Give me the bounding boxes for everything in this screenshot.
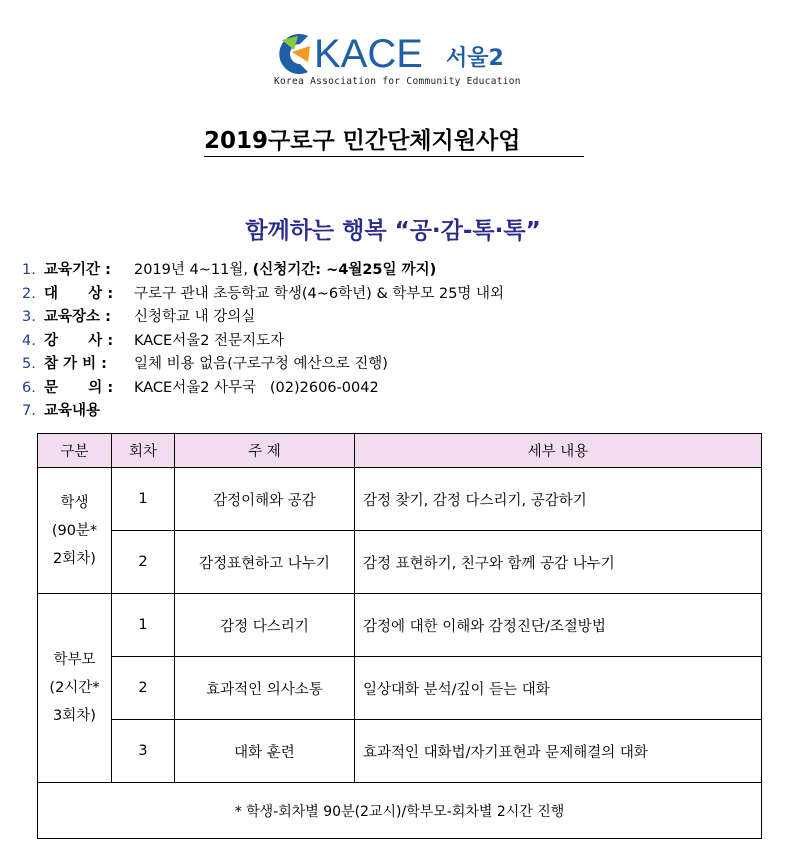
group-label-line: 2회차)	[53, 550, 96, 567]
group-cell-parent	[38, 594, 112, 783]
info-item-fee	[22, 353, 762, 377]
info-label: 대 상 :	[44, 285, 114, 302]
column-header: 구분	[38, 434, 112, 468]
logo-english-name: Korea Association for Community Education	[274, 76, 521, 87]
info-label: 강 사 :	[44, 332, 114, 349]
info-label: 문 의 :	[44, 379, 114, 396]
table-row	[38, 594, 762, 657]
detail-cell: 감정 표현하기, 친구와 함께 공감 나누기	[355, 531, 762, 594]
curriculum-table	[37, 433, 762, 839]
session-cell: 2	[112, 657, 175, 720]
table-header-row	[38, 434, 762, 468]
topic-cell: 감정이해와 공감	[175, 468, 355, 531]
info-number: 7.	[22, 403, 36, 419]
info-value: 신청학교 내 강의실	[134, 309, 256, 325]
kace-logo-mark-icon	[268, 30, 316, 78]
group-label-line: 학생	[60, 494, 89, 511]
table-footnote-row	[38, 783, 762, 839]
column-header: 회차	[112, 434, 175, 468]
info-number: 1.	[22, 262, 36, 278]
info-value: KACE서울2 전문지도자	[134, 332, 285, 349]
info-number: 5.	[22, 356, 36, 372]
topic-cell: 대화 훈련	[175, 720, 355, 783]
title-underline	[204, 156, 584, 157]
info-value: 일체 비용 없음(구로구청 예산으로 진행)	[134, 356, 388, 372]
program-subtitle: 함께하는 행복 “공·감-톡·톡”	[245, 218, 541, 244]
group-label-line: 3회차)	[53, 708, 96, 724]
info-value: 구로구 관내 초등학교 학생(4~6학년) & 학부모 25명 내외	[134, 285, 505, 302]
table-row	[38, 531, 762, 594]
info-label: 교육내용	[44, 403, 101, 419]
logo-brand-suffix: 서울2	[446, 46, 504, 71]
session-cell: 2	[112, 531, 175, 594]
session-cell: 3	[112, 720, 175, 783]
topic-cell: 효과적인 의사소통	[175, 657, 355, 720]
session-cell: 1	[112, 468, 175, 531]
column-header: 주 제	[175, 434, 355, 468]
topic-cell: 감정 다스리기	[175, 594, 355, 657]
info-value-bold: (신청기간: ~4월25일 까지)	[252, 262, 437, 278]
topic-cell: 감정표현하고 나누기	[175, 531, 355, 594]
table-row	[38, 657, 762, 720]
info-number: 3.	[22, 309, 36, 325]
info-label: 참 가 비 :	[44, 356, 107, 372]
table-row	[38, 720, 762, 783]
info-item-location	[22, 306, 762, 330]
info-number: 6.	[22, 379, 36, 396]
info-item-target	[22, 283, 762, 307]
session-cell: 1	[112, 594, 175, 657]
group-cell-student	[38, 468, 112, 594]
detail-cell: 감정 찾기, 감정 다스리기, 공감하기	[355, 468, 762, 531]
detail-cell: 감정에 대한 이해와 감정진단/조절방법	[355, 594, 762, 657]
info-number: 2.	[22, 285, 36, 302]
column-header: 세부 내용	[355, 434, 762, 468]
page-title: 2019구로구 민간단체지원사업	[204, 128, 521, 154]
info-label: 교육장소 :	[44, 309, 111, 325]
table-row	[38, 468, 762, 531]
info-item-contact	[22, 377, 762, 401]
detail-cell: 일상대화 분석/깊이 듣는 대화	[355, 657, 762, 720]
group-label-line: (90분*	[51, 522, 98, 539]
info-value: 2019년 4~11월,	[134, 262, 253, 278]
group-label-line: (2시간*	[49, 680, 100, 696]
table-footnote: * 학생-회차별 90분(2교시)/학부모-회차별 2시간 진행	[38, 783, 762, 839]
info-item-period	[22, 259, 762, 283]
info-number: 4.	[22, 332, 36, 349]
info-label: 교육기간 :	[44, 262, 111, 278]
info-list	[22, 259, 762, 424]
info-value: KACE서울2 사무국 (02)2606-0042	[134, 379, 379, 396]
detail-cell: 효과적인 대화법/자기표현과 문제해결의 대화	[355, 720, 762, 783]
logo-brand: KACE	[314, 32, 423, 76]
group-label-line: 학부모	[53, 652, 96, 668]
info-item-instructor	[22, 330, 762, 354]
info-item-content	[22, 400, 762, 424]
kace-logo	[268, 30, 521, 90]
